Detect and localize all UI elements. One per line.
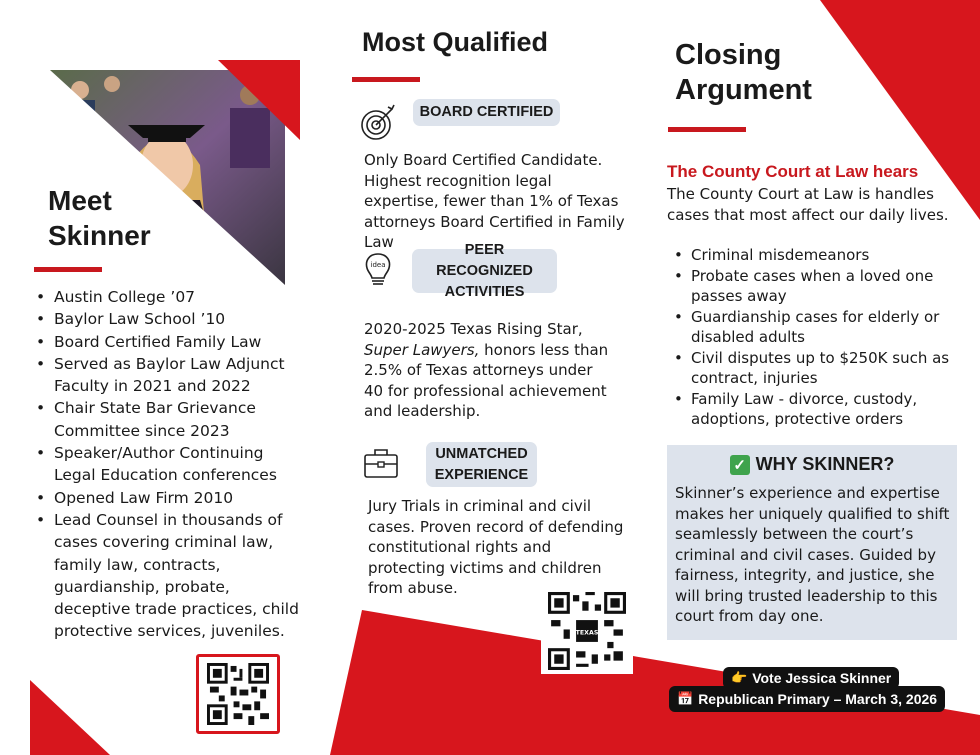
bio-item: • Baylor Law School ’10 [32,308,302,330]
bio-item: • Speaker/Author Continuing Legal Education conferences [32,442,302,487]
court-case-item: • Civil disputes up to $250K such as contract, injuries [670,348,955,389]
badge-peer-recognized [412,241,557,300]
badge-peer-recognized-line1: PEER RECOGNIZED [436,241,533,279]
closing-underline [668,127,746,132]
badge-board-certified [413,99,560,126]
badge-board-certified-label: BOARD CERTIFIED [419,104,554,120]
red-corner-photo [218,60,300,140]
most-qualified-title: Most Qualified [362,27,549,57]
why-skinner-box [667,445,957,640]
badge-unmatched-experience [426,442,537,487]
court-case-item: • Guardianship cases for elderly or disabled adults [670,307,955,348]
bio-item: • Opened Law Firm 2010 [32,487,302,509]
target-icon [358,103,398,143]
court-case-item: • Probate cases when a loved one passes away [670,266,955,307]
qr-code-icon [548,592,626,670]
briefcase-icon [361,444,401,484]
why-skinner-body: Skinner’s experience and expertise makes her uniquely qualified to shift seamlessly between the court’s criminal and civil cases. Guided by fairness, integrity, and justice, she will bring trusted leadership to this court from day one. [675,484,950,625]
svg-text:idea: idea [370,261,386,269]
bio-item: • Lead Counsel in thousands of cases covering criminal law, family law, contracts, guardianship, probate, deceptive trade practices, child protective services, juveniles. [32,509,302,643]
qr-code-left[interactable] [196,654,280,734]
closing-title-line1: Closing [675,39,782,71]
primary-date-label: Republican Primary – March 3, 2026 [698,691,938,707]
why-skinner-heading-text: WHY SKINNER? [755,454,895,474]
qr-code-middle[interactable] [541,588,633,674]
bio-item: • Board Certified Family Law [32,331,302,353]
meet-title-line1: Meet [48,185,112,216]
why-skinner-heading [667,454,957,475]
court-case-list [670,245,955,430]
court-case-item: • Family Law - divorce, custody, adoptions, protective orders [670,389,955,430]
bio-list [32,286,302,643]
meet-underline [34,267,102,272]
unmatched-experience-text: Jury Trials in criminal and civil cases. Proven record of defending constitutional rights and protecting victims and children from abuse. [368,497,624,597]
county-court-intro: The County Court at Law is handles cases that most affect our daily lives. [667,185,949,224]
bio-item: • Chair State Bar Grievance Committee since 2023 [32,397,302,442]
county-court-heading: The County Court at Law hears [667,162,919,181]
closing-title-line2: Argument [675,74,812,106]
board-certified-text: Only Board Certified Candidate. Highest recognition legal expertise, fewer than 1% of Texas attorneys Board Certified in Family Law [364,151,625,251]
court-case-item: • Criminal misdemeanors [670,245,955,266]
red-shape-left-bottom [30,680,110,755]
badge-unmatched-line1: UNMATCHED [435,445,528,462]
calendar-icon: 📅 [677,691,694,706]
meet-title [48,183,151,253]
badge-peer-recognized-line2: ACTIVITIES [444,283,525,300]
closing-argument-title [675,38,812,108]
vote-label: Vote Jessica Skinner [752,670,892,686]
meet-title-line2: Skinner [48,220,151,251]
bio-item: • Austin College ’07 [32,286,302,308]
bio-item: • Served as Baylor Law Adjunct Faculty in 2021 and 2022 [32,353,302,398]
most-qualified-underline [352,77,420,82]
svg-text:TEXAS: TEXAS [575,629,599,637]
peer-recognized-text: 2020-2025 Texas Rising Star, Super Lawyers, honors less than 2.5% of Texas attorneys under 40 for professional achievement and leadership. [364,320,609,420]
lightbulb-icon [358,250,398,290]
badge-unmatched-line2: EXPERIENCE [434,466,529,483]
check-mark-icon: ✓ [730,455,750,475]
qr-code-icon [206,663,270,725]
primary-date-pill [669,686,945,712]
pointing-hand-icon: 👉 [731,670,748,685]
